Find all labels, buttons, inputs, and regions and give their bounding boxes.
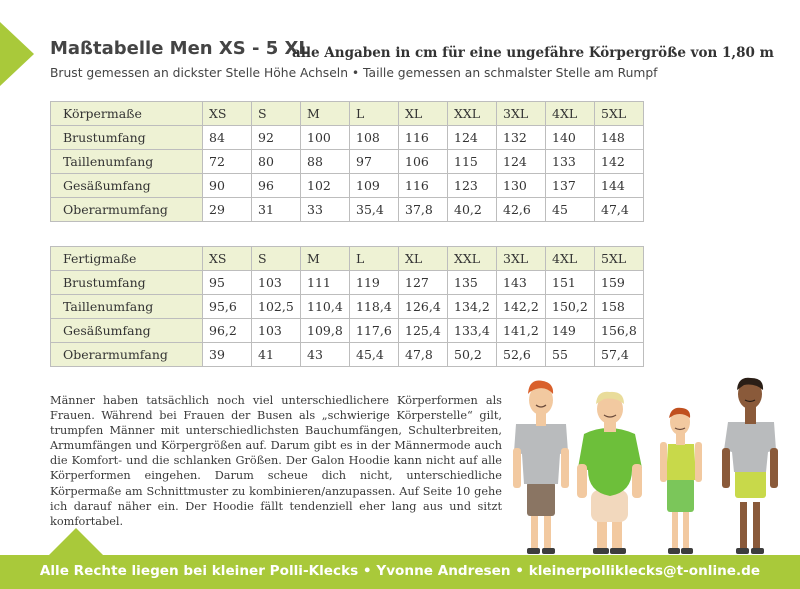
- value-cell: 126,4: [399, 295, 448, 319]
- row-label-cell: Taillenumfang: [51, 150, 203, 174]
- value-cell: 47,4: [595, 198, 644, 222]
- value-cell: 100: [301, 126, 350, 150]
- value-cell: 115: [448, 150, 497, 174]
- size-header-cell: XL: [399, 102, 448, 126]
- row-label-cell: Brustumfang: [51, 271, 203, 295]
- man-figure-2: [577, 392, 642, 554]
- table-header-row: [51, 102, 644, 126]
- size-header-cell: 4XL: [546, 102, 595, 126]
- measurement-note: alle Angaben in cm für eine ungefähre Körpergröße von 1,80 m: [292, 45, 774, 61]
- table-row: [51, 271, 644, 295]
- value-cell: 29: [203, 198, 252, 222]
- body-measurements-table: [50, 101, 644, 222]
- value-cell: 55: [546, 343, 595, 367]
- table-row: [51, 150, 644, 174]
- value-cell: 133,4: [448, 319, 497, 343]
- size-header-cell: 5XL: [595, 102, 644, 126]
- page-title: Maßtabelle Men XS - 5 XL: [50, 38, 310, 59]
- value-cell: 124: [497, 150, 546, 174]
- value-cell: 96,2: [203, 319, 252, 343]
- value-cell: 50,2: [448, 343, 497, 367]
- value-cell: 80: [252, 150, 301, 174]
- value-cell: 137: [546, 174, 595, 198]
- footer-tab-decoration: [48, 528, 104, 556]
- value-cell: 151: [546, 271, 595, 295]
- row-label-cell: Taillenumfang: [51, 295, 203, 319]
- value-cell: 43: [301, 343, 350, 367]
- value-cell: 149: [546, 319, 595, 343]
- value-cell: 103: [252, 271, 301, 295]
- value-cell: 96: [252, 174, 301, 198]
- value-cell: 72: [203, 150, 252, 174]
- value-cell: 92: [252, 126, 301, 150]
- table-title-cell: Fertigmaße: [51, 247, 203, 271]
- value-cell: 142,2: [497, 295, 546, 319]
- value-cell: 42,6: [497, 198, 546, 222]
- row-label-cell: Oberarmumfang: [51, 343, 203, 367]
- man-figure-1: [513, 381, 569, 554]
- table-row: [51, 319, 644, 343]
- size-header-cell: XL: [399, 247, 448, 271]
- value-cell: 95,6: [203, 295, 252, 319]
- table-header-row: [51, 247, 644, 271]
- value-cell: 124: [448, 126, 497, 150]
- value-cell: 127: [399, 271, 448, 295]
- size-header-cell: XS: [203, 247, 252, 271]
- value-cell: 106: [399, 150, 448, 174]
- value-cell: 144: [595, 174, 644, 198]
- man-figure-4: [722, 378, 778, 554]
- value-cell: 45,4: [350, 343, 399, 367]
- value-cell: 119: [350, 271, 399, 295]
- value-cell: 158: [595, 295, 644, 319]
- value-cell: 123: [448, 174, 497, 198]
- value-cell: 88: [301, 150, 350, 174]
- value-cell: 109: [350, 174, 399, 198]
- value-cell: 39: [203, 343, 252, 367]
- size-header-cell: 4XL: [546, 247, 595, 271]
- value-cell: 135: [448, 271, 497, 295]
- corner-triangle-decoration: [0, 22, 34, 86]
- value-cell: 41: [252, 343, 301, 367]
- value-cell: 84: [203, 126, 252, 150]
- value-cell: 150,2: [546, 295, 595, 319]
- size-header-cell: M: [301, 247, 350, 271]
- value-cell: 143: [497, 271, 546, 295]
- table-row: [51, 198, 644, 222]
- row-label-cell: Gesäßumfang: [51, 319, 203, 343]
- value-cell: 103: [252, 319, 301, 343]
- value-cell: 132: [497, 126, 546, 150]
- value-cell: 40,2: [448, 198, 497, 222]
- value-cell: 142: [595, 150, 644, 174]
- value-cell: 111: [301, 271, 350, 295]
- value-cell: 159: [595, 271, 644, 295]
- value-cell: 130: [497, 174, 546, 198]
- value-cell: 148: [595, 126, 644, 150]
- row-label-cell: Oberarmumfang: [51, 198, 203, 222]
- value-cell: 110,4: [301, 295, 350, 319]
- table-title-cell: Körpermaße: [51, 102, 203, 126]
- row-label-cell: Brustumfang: [51, 126, 203, 150]
- row-label-cell: Gesäßumfang: [51, 174, 203, 198]
- value-cell: 156,8: [595, 319, 644, 343]
- man-figure-3: [660, 408, 702, 554]
- footer-copyright: Alle Rechte liegen bei kleiner Polli-Klecks • Yvonne Andresen • kleinerpolliklecks@t-online.de: [39, 563, 761, 579]
- measurement-hint: Brust gemessen an dickster Stelle Höhe Achseln • Taille gemessen an schmalster Stelle am Rumpf: [50, 66, 658, 80]
- table-row: [51, 174, 644, 198]
- size-header-cell: XS: [203, 102, 252, 126]
- value-cell: 95: [203, 271, 252, 295]
- size-header-cell: L: [350, 247, 399, 271]
- size-header-cell: 3XL: [497, 247, 546, 271]
- value-cell: 116: [399, 126, 448, 150]
- description-paragraph: Männer haben tatsächlich noch viel unterschiedlichere Körperformen als Frauen. Während bei Frauen der Busen als „schwierige Körperstelle“ gilt, trumpfen Männer mit unterschiedlichsten Bauchumfängen, Schulterbreiten, Armumfängen und Körpergrößen auf. Darum gibt es in der Männermode auch die Komfort- und die schlanken Größen. Der Galon Hoodie kann nicht auf alle Körperformen eingehen. Darum scheue dich nicht, unterschiedliche Körpermaße am Schnittmuster zu kombinieren/anzupassen. Auf Seite 10 gehe ich darauf näher ein. Der Hoodie fällt tendenziell eher lang aus und sitzt komfortabel.: [50, 394, 502, 528]
- size-header-cell: S: [252, 247, 301, 271]
- value-cell: 116: [399, 174, 448, 198]
- size-header-cell: S: [252, 102, 301, 126]
- value-cell: 102: [301, 174, 350, 198]
- value-cell: 133: [546, 150, 595, 174]
- men-illustration: [508, 372, 800, 558]
- value-cell: 108: [350, 126, 399, 150]
- table-row: [51, 343, 644, 367]
- finished-measurements-table: [50, 246, 644, 367]
- size-header-cell: L: [350, 102, 399, 126]
- value-cell: 102,5: [252, 295, 301, 319]
- value-cell: 31: [252, 198, 301, 222]
- value-cell: 117,6: [350, 319, 399, 343]
- table-row: [51, 126, 644, 150]
- value-cell: 35,4: [350, 198, 399, 222]
- value-cell: 134,2: [448, 295, 497, 319]
- size-header-cell: XXL: [448, 247, 497, 271]
- size-header-cell: M: [301, 102, 350, 126]
- value-cell: 90: [203, 174, 252, 198]
- value-cell: 57,4: [595, 343, 644, 367]
- value-cell: 33: [301, 198, 350, 222]
- value-cell: 47,8: [399, 343, 448, 367]
- table-row: [51, 295, 644, 319]
- value-cell: 52,6: [497, 343, 546, 367]
- size-header-cell: 3XL: [497, 102, 546, 126]
- value-cell: 45: [546, 198, 595, 222]
- value-cell: 109,8: [301, 319, 350, 343]
- size-header-cell: XXL: [448, 102, 497, 126]
- value-cell: 140: [546, 126, 595, 150]
- value-cell: 97: [350, 150, 399, 174]
- value-cell: 141,2: [497, 319, 546, 343]
- value-cell: 37,8: [399, 198, 448, 222]
- size-header-cell: 5XL: [595, 247, 644, 271]
- value-cell: 118,4: [350, 295, 399, 319]
- value-cell: 125,4: [399, 319, 448, 343]
